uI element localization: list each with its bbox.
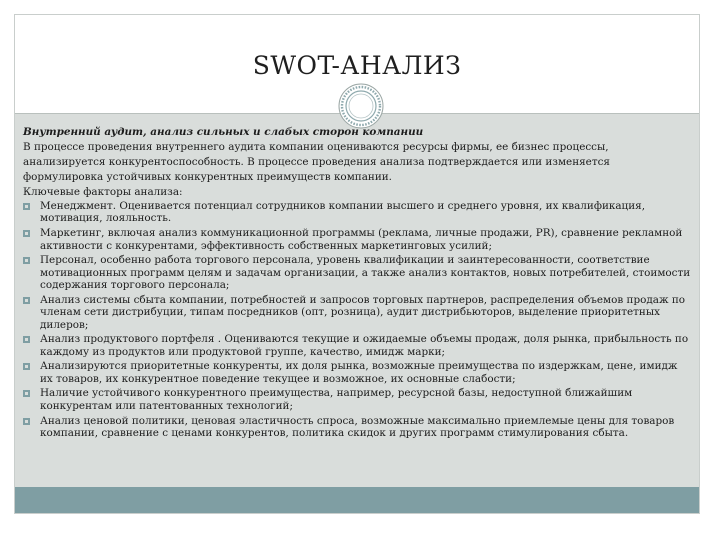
list-item-text: Наличие устойчивого конкурентного преимущества, например, ресурсной базы, недоступной ближайшим конкурентам или патентованных технологий;	[40, 387, 633, 412]
list-item-text: Менеджмент. Оценивается потенциал сотрудников компании высшего и среднего уровня, их квалификация, мотивация, лояльность.	[40, 200, 646, 225]
list-item-text: Анализ системы сбыта компании, потребностей и запросов торговых партнеров, распределения объемов продаж по членам сети дистрибуции, типам посредников (опт, розница), аудит дистрибьюторов, выделение приоритетных дилеров;	[40, 293, 686, 331]
intro-paragraph: В процессе проведения внутреннего аудита компании оцениваются ресурсы фирмы, ее бизнес процессы, анализируется конкурентоспособность. В процессе проведения анализа подтверждается или изменяется формулировка устойчивых конкурентных преимуществ компании.	[23, 141, 610, 183]
bullet-icon	[23, 363, 30, 370]
factors-list	[23, 200, 693, 439]
list-item	[23, 333, 693, 358]
bullet-icon	[23, 297, 30, 304]
list-item	[23, 254, 693, 291]
list-item	[23, 415, 693, 440]
list-item	[23, 200, 693, 225]
list-item-text: Анализируются приоритетные конкуренты, их доля рынка, возможные преимущества по издержкам, цене, имидж их товаров, их конкурентное поведение текущее и возможное, их основные слабости;	[40, 360, 678, 385]
bullet-icon	[23, 203, 30, 210]
factors-label: Ключевые факторы анализа:	[23, 186, 183, 198]
list-item	[23, 360, 693, 385]
list-item-text: Анализ ценовой политики, ценовая эластичность спроса, возможные максимально приемлемые цены для товаров компании, сравнение с ценами конкурентов, политика скидок и других программ стимулирования сбыта.	[40, 414, 675, 439]
bullet-icon	[23, 230, 30, 237]
list-item	[23, 294, 693, 331]
list-item-text: Персонал, особенно работа торгового персонала, уровень квалификации и заинтересованности, соответствие мотивационных программ целям и задачам организации, а также анализ контактов, новых потребителей, стоимости содержания торгового персонала;	[40, 254, 691, 292]
bullet-icon	[23, 418, 30, 425]
bottom-strip	[15, 487, 699, 513]
section-heading: Внутренний аудит, анализ сильных и слабых сторон компании	[23, 126, 424, 138]
list-item-text: Маркетинг, включая анализ коммуникационной программы (реклама, личные продажи, PR), сравнение рекламной активности с конкурентами, эффективность собственных маркетинговых усилий;	[40, 227, 683, 252]
list-item	[23, 227, 693, 252]
slide-title: SWOT-АНАЛИЗ	[252, 51, 462, 80]
ornament-circle-icon	[338, 83, 384, 129]
list-item-text: Анализ продуктового портфеля . Оцениваются текущие и ожидаемые объемы продаж, доля рынка, прибыльность по каждому из продуктов или продуктовой группе, качество, имидж марки;	[40, 333, 689, 358]
bullet-icon	[23, 390, 30, 397]
bullet-icon	[23, 257, 30, 264]
bullet-icon	[23, 336, 30, 343]
list-item	[23, 387, 693, 412]
slide	[14, 14, 700, 514]
slide-content	[23, 125, 693, 442]
